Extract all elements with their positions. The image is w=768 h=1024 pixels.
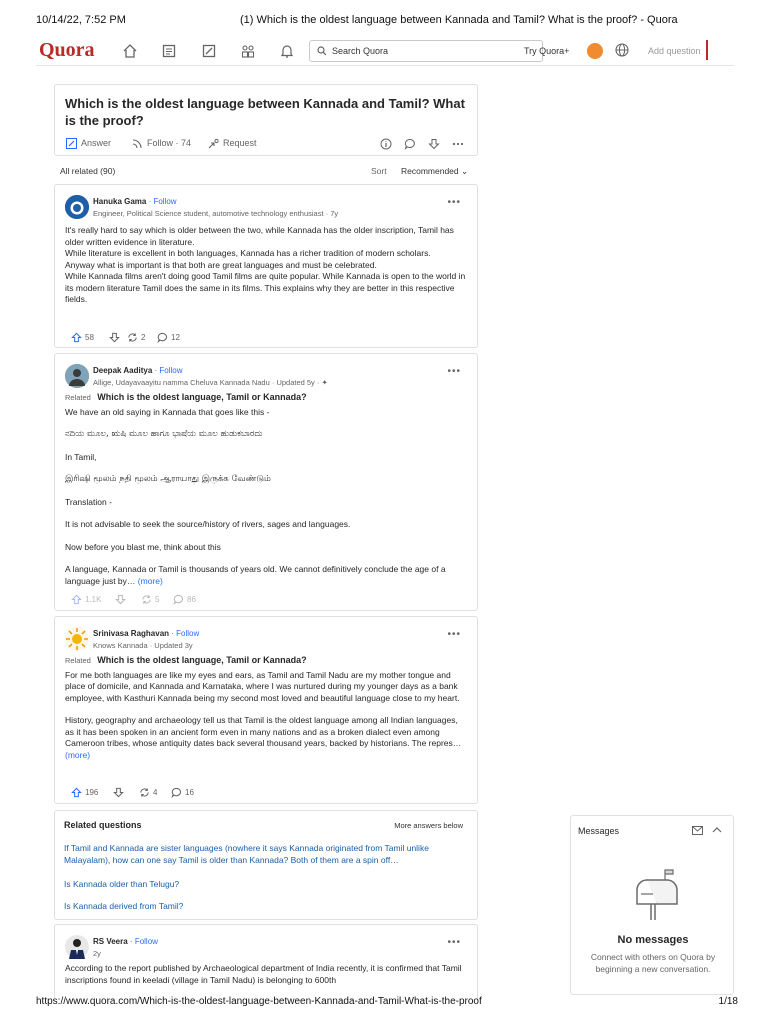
author-name[interactable] — [93, 366, 183, 375]
upvote-count: 58 — [85, 333, 94, 342]
share-count: 4 — [153, 788, 158, 797]
try-quora-plus-button[interactable]: Try Quora+ — [524, 46, 570, 56]
downvote-icon — [109, 332, 120, 343]
chevron-up-icon[interactable] — [711, 824, 723, 836]
answer-body — [65, 225, 469, 306]
share-button[interactable] — [127, 332, 145, 343]
comment-icon[interactable] — [403, 137, 417, 151]
upvote-icon — [71, 332, 82, 343]
search-icon — [316, 45, 328, 57]
share-icon — [127, 332, 138, 343]
search-box[interactable] — [309, 40, 543, 62]
follow-label: Follow · 74 — [147, 138, 192, 148]
answer-paragraph: While literature is excellent in both languages, Kannada has a richer tradition of modern scholars. — [65, 248, 431, 258]
sort-value: Recommended — [401, 166, 459, 176]
author-name[interactable] — [93, 197, 177, 206]
comment-icon — [157, 332, 168, 343]
related-question-link[interactable]: Which is the oldest language, Tamil or Kannada? — [97, 392, 307, 402]
share-count: 2 — [141, 333, 146, 342]
comment-icon — [171, 787, 182, 798]
chevron-down-icon: ⌄ — [461, 166, 469, 176]
answer-paragraph: It's really hard to say which is older between the two, while Kannada has the older inscription, Tamil has older written evidence in literature. — [65, 225, 454, 247]
more-options-icon[interactable] — [451, 137, 465, 151]
downvote-button[interactable] — [113, 787, 124, 798]
answer-paragraph: Translation - — [65, 496, 112, 507]
answer-paragraph — [65, 564, 469, 587]
follow-author-link[interactable]: · Follow — [146, 197, 177, 206]
no-messages-title: No messages — [617, 934, 689, 946]
related-question-link[interactable]: Which is the oldest language, Tamil or Kannada? — [97, 655, 307, 665]
print-doc-title: (1) Which is the oldest language between Kannada and Tamil? What is the proof? - Quora — [240, 14, 678, 26]
comment-button[interactable] — [173, 594, 196, 605]
search-input[interactable] — [332, 46, 522, 56]
author-name[interactable] — [93, 937, 158, 946]
related-questions-title: Related questions — [64, 820, 142, 830]
following-icon[interactable] — [159, 41, 179, 61]
comment-count: 12 — [171, 333, 180, 342]
related-question-link[interactable]: Is Kannada derived from Tamil? — [64, 901, 184, 911]
add-question-accent — [706, 40, 708, 60]
mailbox-icon — [623, 864, 683, 924]
comment-icon — [173, 594, 184, 605]
home-icon[interactable] — [120, 41, 140, 61]
answer-card — [54, 924, 478, 1000]
share-icon — [141, 594, 152, 605]
answer-card — [54, 184, 478, 348]
answer-paragraph: While Kannada films aren't doing good Tamil films are quite popular. While Kannada is open to the world in its modern literature Tamil does the same in its films. This explains why they are better in this respective fields. — [65, 271, 466, 304]
upvote-count: 196 — [85, 788, 99, 797]
upvote-icon — [71, 594, 82, 605]
print-header — [0, 0, 768, 28]
downvote-icon — [113, 787, 124, 798]
share-count: 5 — [155, 595, 160, 604]
related-tag: Related — [65, 656, 91, 665]
related-question-link[interactable]: Is Kannada older than Telugu? — [64, 879, 180, 889]
answer-header — [65, 195, 465, 221]
answer-paragraph: We have an old saying in Kannada that goes like this - — [65, 406, 270, 417]
answers-filter-bar — [60, 164, 474, 178]
answer-body — [65, 655, 469, 761]
avatar[interactable] — [65, 364, 89, 388]
messages-panel — [570, 815, 734, 995]
author-name-text: RS Veera — [93, 937, 128, 946]
share-icon — [139, 787, 150, 798]
author-credential: 2y — [93, 949, 101, 958]
author-name-text: Deepak Aaditya — [93, 366, 153, 375]
follow-author-link[interactable]: · Follow — [152, 366, 183, 375]
notifications-icon[interactable] — [277, 41, 297, 61]
more-options-icon[interactable]: ••• — [447, 629, 461, 640]
answer-body — [65, 392, 469, 587]
question-card — [54, 84, 478, 156]
upvote-button[interactable] — [71, 332, 94, 343]
user-avatar[interactable] — [587, 43, 603, 59]
request-button[interactable] — [207, 137, 257, 149]
add-question-button[interactable]: Add question — [648, 46, 701, 56]
related-question-line — [65, 392, 469, 404]
question-actions — [65, 137, 469, 153]
question-title: Which is the oldest language between Kannada and Tamil? What is the proof? — [65, 96, 465, 128]
print-page-number: 1/18 — [718, 996, 738, 1007]
compose-message-icon[interactable] — [691, 824, 703, 836]
answer-paragraph: In Tamil, — [65, 451, 97, 462]
upvote-button[interactable] — [71, 787, 98, 798]
answer-paragraph: For me both languages are like my eyes and ears, as Tamil and Tamil Nadu are my mother tongue and place of domicile, and Kannada and Karnataka, where I was nurtured during my younger days as a bank employee, with Kasthuri Kannada being my second most loved and beautiful language close to my heart. — [65, 669, 460, 703]
answer-label: Answer — [81, 138, 112, 148]
answer-header — [65, 364, 465, 390]
author-credential: Engineer, Political Science student, automotive technology enthusiast · 7y — [93, 209, 339, 218]
follow-author-link[interactable]: · Follow — [127, 937, 158, 946]
answer-footer — [71, 332, 371, 346]
answer-footer — [71, 787, 371, 801]
quora-logo[interactable]: Quora — [39, 39, 95, 61]
answer-paragraph — [65, 715, 469, 761]
answer-card — [54, 616, 478, 804]
print-url: https://www.quora.com/Which-is-the-oldest-language-between-Kannada-and-Tamil-What-is-the-proof — [36, 996, 482, 1007]
more-link[interactable]: (more) — [65, 749, 91, 760]
author-name-text: Hanuka Gama — [93, 197, 147, 206]
avatar[interactable] — [65, 627, 89, 651]
upvote-icon — [71, 787, 82, 798]
answer-header — [65, 627, 465, 653]
more-options-icon[interactable]: ••• — [447, 937, 461, 948]
answer-paragraph: Now before you blast me, think about this — [65, 541, 221, 552]
comment-count: 86 — [187, 595, 196, 604]
follow-question-button[interactable] — [131, 137, 191, 149]
more-options-icon[interactable]: ••• — [447, 366, 461, 377]
downvote-button[interactable] — [109, 332, 120, 343]
globe-icon[interactable] — [614, 42, 630, 58]
share-button[interactable] — [139, 787, 157, 798]
share-button[interactable] — [141, 594, 159, 605]
more-link[interactable]: (more) — [137, 575, 163, 586]
top-navbar — [36, 36, 734, 66]
related-tag: Related — [65, 393, 91, 402]
request-label: Request — [223, 138, 257, 148]
sort-label: Sort — [371, 166, 387, 176]
spaces-icon[interactable] — [238, 41, 258, 61]
upvote-button[interactable] — [71, 594, 101, 605]
downvote-button[interactable] — [115, 594, 126, 605]
all-related-dropdown[interactable]: All related (90) — [60, 166, 116, 176]
answer-body — [65, 963, 469, 986]
related-question-link[interactable]: If Tamil and Kannada are sister languages (nowhere it says Kannada originated from Tamil unlike Malayalam), how can one say Tamil is older than Kannada? Both of them are a spin off… — [64, 843, 429, 865]
answer-card — [54, 353, 478, 611]
print-datetime: 10/14/22, 7:52 PM — [36, 14, 126, 26]
author-name[interactable] — [93, 629, 199, 638]
answer-excerpt: History, geography and archaeology tell us that Tamil is the oldest language among all Indian languages, as it has been spoken in an ancient form even in many nations and as a broken dialect even among Cameroon tribes, whose antiquity dates back several thousand years, backed by historians. The repres… — [65, 715, 462, 748]
info-icon[interactable] — [379, 137, 393, 151]
answer-paragraph: இரிஷி மூலம் நதி மூலம் ஆராயாது இருக்க வேண்டும் — [65, 474, 271, 484]
comment-button[interactable] — [157, 332, 180, 343]
answer-paragraph: It is not advisable to seek the source/history of rivers, sages and languages. — [65, 519, 351, 529]
answer-paragraph: Anyway what is important is that both are great languages and must be celebrated. — [65, 259, 377, 270]
downvote-icon[interactable] — [427, 137, 441, 151]
answer-excerpt: A language, Kannada or Tamil is thousands of years old. We cannot definitively conclude the age of a language just by… — [65, 564, 446, 586]
rss-icon — [131, 137, 143, 149]
related-question-line — [65, 655, 469, 667]
upvote-count: 1.1K — [85, 595, 102, 604]
avatar[interactable] — [65, 195, 89, 219]
comment-button[interactable] — [171, 787, 194, 798]
related-questions-card — [54, 810, 478, 920]
request-icon — [207, 137, 219, 149]
comment-count: 16 — [185, 788, 194, 797]
avatar[interactable] — [65, 935, 89, 959]
more-answers-below: More answers below — [394, 821, 463, 830]
messages-title: Messages — [578, 826, 620, 836]
answer-footer — [71, 594, 371, 608]
pencil-icon — [65, 137, 77, 149]
author-name-text: Srinivasa Raghavan — [93, 629, 170, 638]
answer-button[interactable] — [65, 137, 111, 149]
answer-icon[interactable] — [199, 41, 219, 61]
follow-author-link[interactable]: · Follow — [169, 629, 200, 638]
author-credential: Allige, Udayavaayitu namma Cheluva Kannada Nadu · Updated 5y · ✦ — [93, 378, 328, 387]
answer-paragraph: ನದಿಯ ಮೂಲ, ಋಷಿ ಮೂಲ ಹಾಗೂ ಭಾಷೆಯ ಮೂಲ ಹುಡುಕಬಾರದು — [65, 429, 263, 439]
no-messages-description: Connect with others on Quora by beginning a new conversation. — [590, 952, 716, 974]
downvote-icon — [115, 594, 126, 605]
more-options-icon[interactable]: ••• — [447, 197, 461, 208]
sort-dropdown[interactable] — [401, 166, 468, 177]
author-credential: Knows Kannada · Updated 3y — [93, 641, 193, 650]
answer-header — [65, 935, 465, 961]
answer-paragraph: According to the report published by Archaeological department of India recently, it is confirmed that Tamil inscriptions found in keeladi (village in Tamil Nadu) is belonging to 600th — [65, 963, 462, 985]
